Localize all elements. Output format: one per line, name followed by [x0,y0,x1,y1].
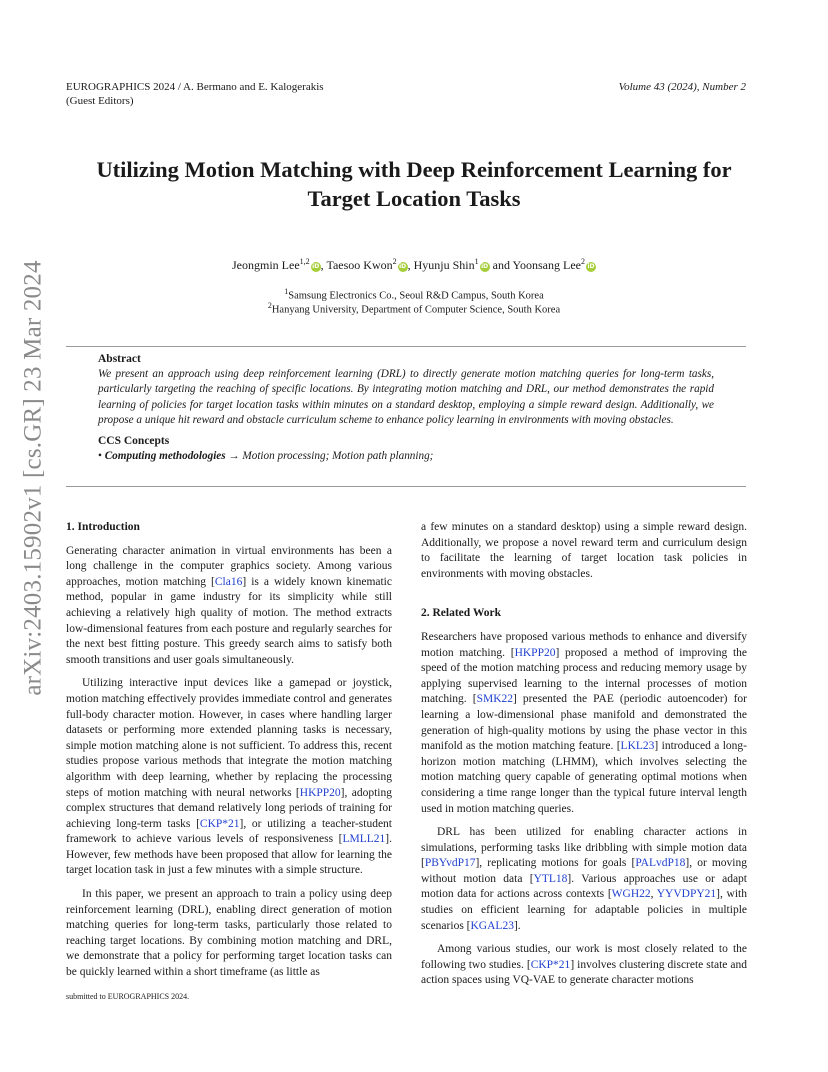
arxiv-stamp-text: arXiv:2403.15902v1 [cs.GR] 23 Mar 2024 [20,259,48,696]
running-header-left [66,80,324,108]
body-text: ], with studies on efficient learning for adaptable policies in multiple scenarios [ [421,888,747,932]
paper-title [0,155,828,213]
author-name: Yoonsang Lee [512,258,581,272]
orcid-icon[interactable]: iD [587,263,595,270]
body-text: ] involves clustering discrete state and action spaces using VQ-VAE to generate character motions [421,958,747,987]
affiliation [0,301,828,316]
author-name: Taesoo Kwon [326,258,393,272]
citation-link[interactable]: KGAL23 [470,919,514,932]
ccs-concepts [98,449,714,464]
intro-paragraph-1 [66,544,392,669]
citation-link[interactable]: Cla16 [214,575,243,588]
citation-link[interactable]: LMLL21 [342,833,386,846]
body-text: ] is a widely known kinematic method, popular in game industry for its simplicity while still achieving a relatively high quality of motion. The method extracts low-dimensional features from each posture and regularly searches for the next best fitting posture. This greedy search aims to satisfy both smooth transitions and user goals simultaneously. [66,575,392,666]
body-text: ], or utilizing a teacher-student framework to achieve various levels of responsiveness [ [66,817,392,846]
body-text: DRL has been utilized for enabling character actions in simulations, performing tasks like dribbling with simple motion data [ [421,826,747,870]
orcid-icon[interactable]: iD [481,263,489,270]
orcid-icon[interactable]: iD [399,263,407,270]
citation-link[interactable]: SMK22 [476,693,514,706]
affiliation-sup: 1 [284,287,289,296]
author-and: and [489,258,513,272]
left-column [66,520,392,981]
ccs-heading: CCS Concepts [98,435,170,448]
right-column [421,520,747,989]
author-affil-sup: 1 [474,257,479,266]
body-text: ], or moving without motion data [ [421,857,747,885]
ccs-terms: Motion processing; Motion path planning; [242,450,434,463]
body-text: Researchers have proposed various methods to enhance and diversify motion matching. [ [421,630,747,659]
body-text: Among various studies, our work is most closely related to the following two studies. [ [421,943,747,971]
related-paragraph-1 [421,630,747,817]
affiliation-text: Samsung Electronics Co., Seoul R&D Campus, South Korea [288,290,544,302]
citation-link[interactable]: WGH22 [611,888,651,901]
intro-paragraph-3-continued: a few minutes on a standard desktop) using a simple reward design. Additionally, we propose a novel reward term and curriculum design to facilitate the learning of target location task policies in environments with moving obstacles. [421,521,747,580]
body-text: ]. However, few methods have been proposed that allow for learning the target location task in just a few minutes with a simple structure. [66,833,392,877]
author-affil-sup: 2 [392,257,397,266]
citation-link[interactable]: YYVDPY21 [656,888,717,901]
header-venue: EUROGRAPHICS 2024 / A. Bermano and E. Kalogerakis [66,81,324,93]
body-text: ], replicating motions for goals [ [475,857,636,870]
body-text: , [650,888,657,901]
ccs-bullet: • [98,450,102,463]
arxiv-stamp [14,259,54,696]
body-text: ]. Various approaches use or adapt motion data for actions across contexts [ [421,872,747,901]
body-text: Utilizing interactive input devices like a gamepad or joystick, motion matching effectively provides immediate control and generates full-body character motion. However, in cases where handling larger datasets or performing more extended planning tasks is necessary, simple motion matching alone is not sufficient. To address this, recent studies propose various methods that integrate the motion matching algorithm with deep learning, whether by replacing the processing steps of motion matching with neural networks [ [66,677,392,799]
page-footer: submitted to EUROGRAPHICS 2024. [66,992,190,1001]
author-name: Jeongmin Lee [232,258,300,272]
body-text: ], adopting complex structures that demand relatively long periods of training for achieving long-term tasks [ [66,786,392,830]
author-affil-sup: 1,2 [299,257,310,266]
title-line-1: Utilizing Motion Matching with Deep Reinforcement Learning for [96,157,732,182]
affiliation [0,287,828,302]
citation-link[interactable]: YTL18 [533,872,568,885]
citation-link[interactable]: HKPP20 [299,786,341,799]
author-list [0,257,828,273]
citation-link[interactable]: PALvdP18 [635,857,686,870]
related-paragraph-2 [421,825,747,934]
ccs-arrow: → [228,450,240,463]
running-header-right: Volume 43 (2024), Number 2 [618,81,746,93]
abstract-text: We present an approach using deep reinforcement learning (DRL) to directly generate motion matching queries for long-term tasks, particularly targeting the reaching of specific locations. By integrating motion matching and DRL, our method demonstrates the rapid learning of policies for target location tasks within minutes on a standard desktop, employing a simple reward design. Additionally, we propose a unique hit reward and obstacle curriculum scheme to enhance policy learning in environments with moving obstacles. [98,368,714,426]
author-separator: , [320,258,327,272]
section-heading-introduction: 1. Introduction [66,521,140,533]
abstract [98,352,714,464]
abstract-top-rule [66,346,746,347]
intro-paragraph-2 [66,676,392,879]
citation-link[interactable]: LKL23 [620,740,655,753]
author-affil-sup: 2 [580,257,585,266]
body-text: Generating character animation in virtual environments has been a long challenge in the computer graphics society. Among various approaches, motion matching [ [66,544,392,588]
citation-link[interactable]: HKPP20 [514,646,556,659]
citation-link[interactable]: PBYvdP17 [424,857,476,870]
orcid-icon[interactable]: iD [312,263,320,270]
related-paragraph-3 [421,942,747,989]
affiliation-text: Hanyang University, Department of Computer Science, South Korea [271,304,561,316]
intro-paragraph-3: In this paper, we present an approach to train a policy using deep reinforcement learning (DRL), enabling direct generation of motion matching queries for long-term tasks, particularly those related to reaching target locations. By combining motion matching and DRL, we demonstrate that a policy for performing target location tasks can be quickly learned within a short timeframe (as little as [66,888,392,979]
author-separator: , [407,258,414,272]
header-editors: (Guest Editors) [66,95,134,107]
author-name: Hyunju Shin [413,258,475,272]
body-text: ] presented the PAE (periodic autoencoder) for learning a low-dimensional phase manifold and demonstrated the generation of high-quality motions by using the phase vector in this manifold as the motion matching feature. [ [421,693,747,753]
body-text: ]. [513,919,521,932]
section-heading-related-work: 2. Related Work [421,607,501,620]
citation-link[interactable]: CKP*21 [199,817,240,830]
abstract-bottom-rule [66,486,746,487]
abstract-heading: Abstract [98,353,141,365]
title-line-2: Target Location Tasks [307,186,521,211]
citation-link[interactable]: CKP*21 [530,958,571,971]
body-text: ] introduced a long-horizon motion matching (LHMM), which involves selecting the motion matching query capable of generating optimal motions when considering a time range longer than the typical future interval length used in motion matching queries. [421,740,747,815]
body-text: ] proposed a method of improving the speed of the motion matching process and reducing memory usage by applying supervised learning to the internal processes of motion matching. [ [421,646,747,706]
ccs-category: Computing methodologies [104,450,226,463]
affiliation-sup: 2 [267,301,272,310]
